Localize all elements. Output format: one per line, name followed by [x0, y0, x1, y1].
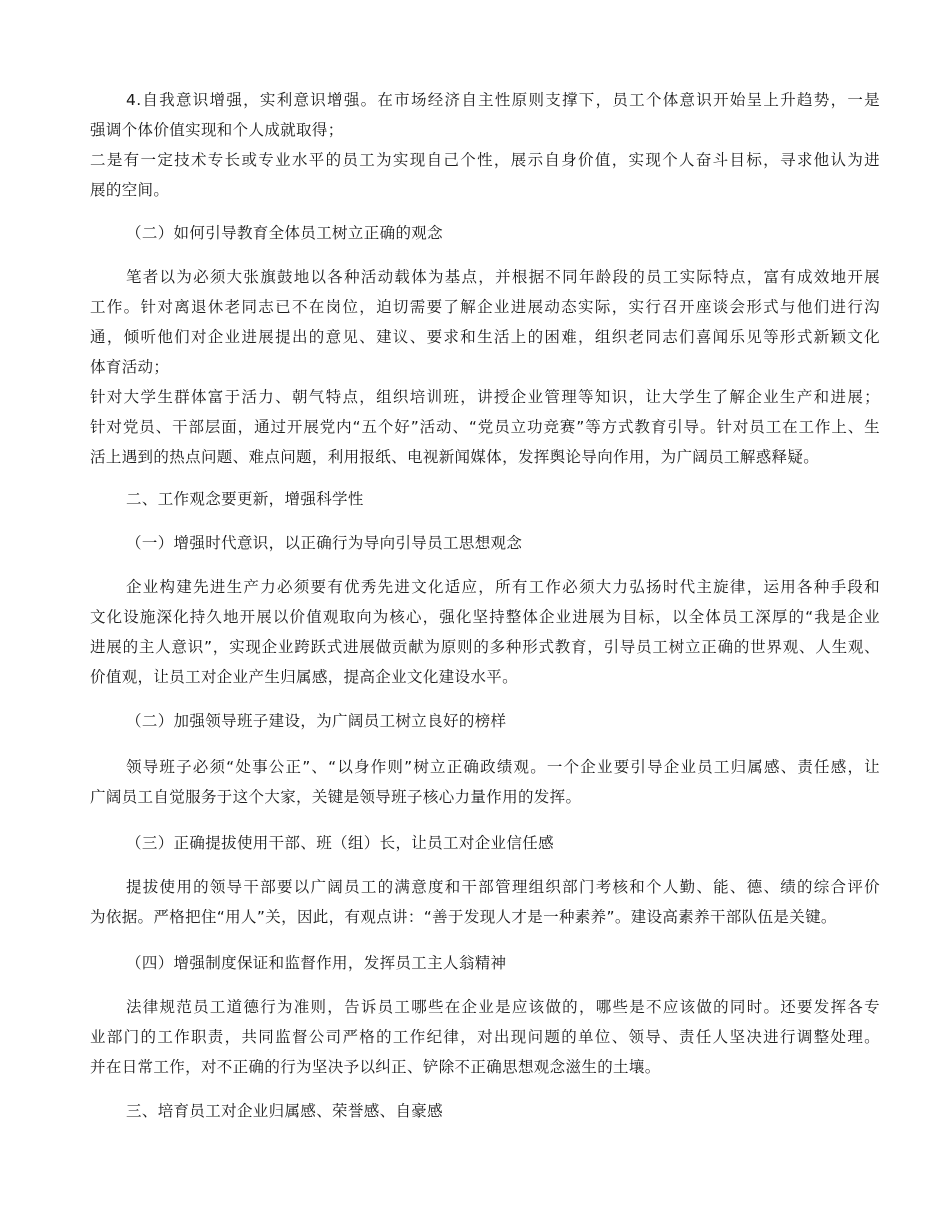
text-line: 业部门的工作职责，共同监督公司严格的工作纪律，对出现问题的单位、领导、责任人坚决进行调整处理。 — [90, 1028, 880, 1046]
text-line: 价值观，让员工对企业产生归属感，提高企业文化建设水平。 — [90, 668, 518, 686]
section-heading — [90, 528, 880, 558]
paragraph-leadership — [90, 752, 880, 812]
text-line: 活上遇到的热点问题、难点问题，利用报纸、电视新闻媒体，发挥舆论导向作用，为广阔员工解惑释疑。 — [90, 448, 820, 466]
section-heading — [90, 828, 880, 858]
section-heading — [90, 948, 880, 978]
text-line: 为依据。严格把住“用人”关，因此，有观点讲：“善于发现人才是一种素养”。建设高素养干部队伍是关键。 — [90, 908, 837, 926]
text-line: 广阔员工自觉服务于这个大家，关键是领导班子核心力量作用的发挥。 — [90, 788, 582, 806]
text-line: 文化设施深化持久地开展以价值观取向为核心，强化坚持整体企业进展为目标，以全体员工深厚的“我是企业 — [90, 608, 880, 626]
heading-text: 二、工作观念要更新，增强科学性 — [126, 490, 364, 508]
text-line: 针对大学生群体富于活力、朝气特点，组织培训班，讲授企业管理等知识，让大学生了解企业生产和进展； — [90, 388, 880, 406]
text-line: 笔者以为必须大张旗鼓地以各种活动载体为基点，并根据不同年龄段的员工实际特点，富有成效地开展 — [126, 268, 880, 286]
text-line: 二是有一定技术专长或专业水平的员工为实现自己个性，展示自身价值，实现个人奋斗目标，寻求他认为进 — [90, 151, 880, 169]
paragraph-supervision — [90, 992, 880, 1082]
heading-text: 三、培育员工对企业归属感、荣誉感、自豪感 — [126, 1102, 444, 1120]
text-line: 针对党员、干部层面，通过开展党内“五个好”活动、“党员立功竞赛”等方式教育引导。针对员工在工作上、生 — [90, 418, 880, 436]
section-heading — [90, 706, 880, 736]
text-line: 强调个体价值实现和个人成就取得； — [90, 121, 344, 139]
heading-text: （二）如何引导教育全体员工树立正确的观念 — [126, 224, 444, 242]
heading-text: （一）增强时代意识，以正确行为导向引导员工思想观念 — [126, 534, 523, 552]
paragraph-guidance — [90, 262, 880, 472]
text-line: 通，倾听他们对企业进展提出的意见、建议、要求和生活上的困难，组织老同志们喜闻乐见等形式新颖文化 — [90, 328, 880, 346]
heading-text: （二）加强领导班子建设，为广阔员工树立良好的榜样 — [126, 712, 507, 730]
section-heading — [90, 484, 880, 514]
text-line: 4.自我意识增强，实利意识增强。在市场经济自主性原则支撑下，员工个体意识开始呈上升趋势，一是 — [126, 91, 880, 109]
text-line: 法律规范员工道德行为准则，告诉员工哪些在企业是应该做的，哪些是不应该做的同时。还要发挥各专 — [126, 998, 880, 1016]
text-line: 体育活动； — [90, 358, 170, 376]
text-line: 领导班子必须“处事公正”、“以身作则”树立正确政绩观。一个企业要引导企业员工归属感、责任感，让 — [126, 758, 880, 776]
heading-text: （三）正确提拔使用干部、班（组）长，让员工对企业信任感 — [126, 834, 554, 852]
text-line: 工作。针对离退休老同志已不在岗位，迫切需要了解企业进展动态实际，实行召开座谈会形式与他们进行沟 — [90, 298, 880, 316]
text-line: 展的空间。 — [90, 181, 170, 199]
section-heading — [90, 1096, 880, 1126]
heading-text: （四）增强制度保证和监督作用，发挥员工主人翁精神 — [126, 954, 507, 972]
section-heading — [90, 218, 880, 248]
paragraph-self-awareness — [90, 85, 880, 205]
text-line: 提拔使用的领导干部要以广阔员工的满意度和干部管理组织部门考核和个人勤、能、德、绩的综合评价 — [126, 878, 880, 896]
paragraph-era-awareness — [90, 572, 880, 692]
text-line: 进展的主人意识”，实现企业跨跃式进展做贡献为原则的多种形式教育，引导员工树立正确的世界观、人生观、 — [90, 638, 880, 656]
text-line: 企业构建先进生产力必须要有优秀先进文化适应，所有工作必须大力弘扬时代主旋律，运用各种手段和 — [126, 578, 880, 596]
paragraph-promotion — [90, 872, 880, 932]
text-line: 并在日常工作，对不正确的行为坚决予以纠正、铲除不正确思想观念滋生的土壤。 — [90, 1058, 661, 1076]
